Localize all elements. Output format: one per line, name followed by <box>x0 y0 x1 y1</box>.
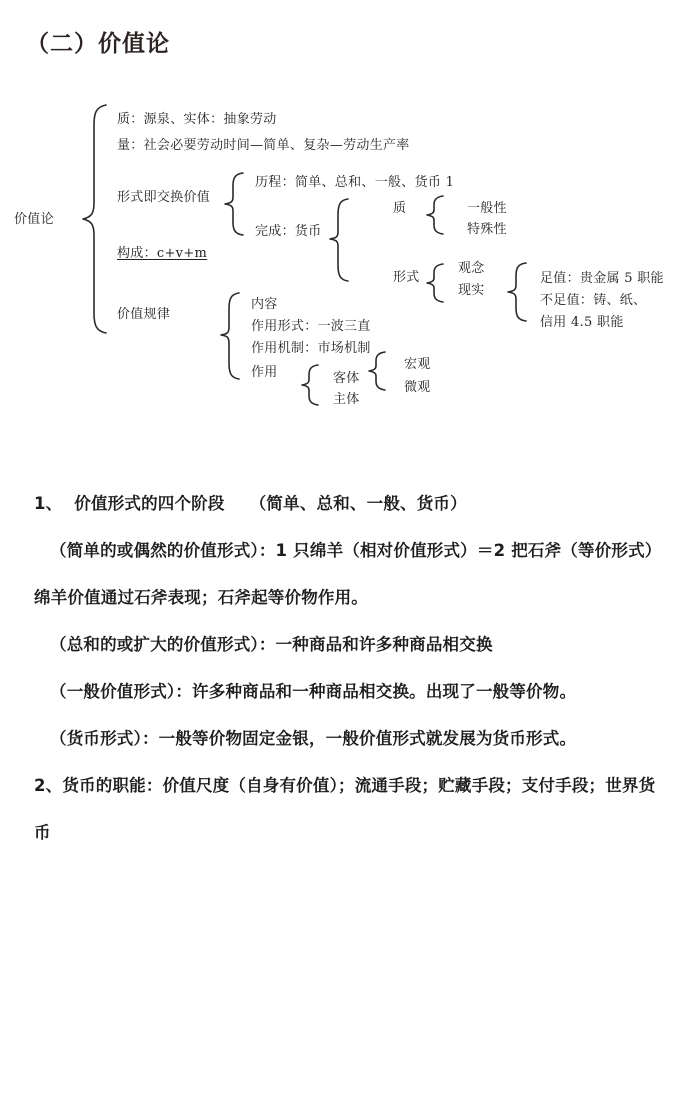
value-theory-tree-diagram <box>0 95 690 420</box>
paragraph: 1、 价值形式的四个阶段 （简单、总和、一般、货币） <box>34 494 467 513</box>
tree-node-licheng: 历程：简单、总和、一般、货币 1 <box>255 175 455 190</box>
tree-node-concept: 观念 <box>458 261 485 276</box>
brace-quality <box>424 194 446 236</box>
paragraph: （货币形式）：一般等价物固定金银，一般价值形式就发展为货币形式。 <box>50 729 577 748</box>
tree-node-action: 作用 <box>251 365 278 380</box>
brace-reality <box>505 261 529 323</box>
tree-node-form: 形式 <box>393 270 420 285</box>
brace-action <box>299 363 321 407</box>
tree-node-insufficient-value: 不足值：铸、纸、 <box>540 293 647 308</box>
brace-root <box>80 103 108 333</box>
tree-node-root: 价值论 <box>14 212 54 227</box>
tree-node-credit: 信用 4.5 职能 <box>540 315 624 330</box>
paragraph: （总和的或扩大的价值形式）：一种商品和许多种商品相交换 <box>50 635 493 654</box>
tree-node-reality: 现实 <box>458 283 485 298</box>
brace-object <box>366 350 388 392</box>
tree-node-wancheng: 完成：货币 <box>255 224 322 239</box>
tree-node-liang: 量：社会必要劳动时间—简单、复杂—劳动生产率 <box>117 138 410 153</box>
brace-form <box>424 262 446 304</box>
paragraph: 2、货币的职能：价值尺度（自身有价值）；流通手段；贮藏手段；支付手段；世界货币 <box>34 776 656 842</box>
tree-node-form-exchange-value: 形式即交换价值 <box>117 190 211 205</box>
tree-node-subject: 主体 <box>333 392 360 407</box>
tree-node-content: 内容 <box>251 297 278 312</box>
tree-node-full-value: 足值：贵金属 5 职能 <box>540 271 664 286</box>
tree-node-generality: 一般性 <box>467 201 507 216</box>
tree-node-zhi: 质：源泉、实体：抽象劳动 <box>117 112 277 127</box>
brace-value-law <box>218 291 242 381</box>
tree-node-composition: 构成：c+v+m <box>117 246 208 261</box>
paragraph: （一般价值形式）：许多种商品和一种商品相交换。出现了一般等价物。 <box>50 682 577 701</box>
tree-node-micro: 微观 <box>404 380 431 395</box>
tree-node-action-form: 作用形式：一波三直 <box>251 319 371 334</box>
paragraph: （简单的或偶然的价值形式）：1 只绵羊（相对价值形式）＝2 把石斧（等价形式） <box>50 541 662 560</box>
brace-currency <box>327 197 351 283</box>
tree-node-quality: 质 <box>393 201 407 216</box>
tree-node-object: 客体 <box>333 371 360 386</box>
body-text <box>0 480 690 856</box>
tree-node-action-mechanism: 作用机制：市场机制 <box>251 341 371 356</box>
page-title: （二）价值论 <box>26 30 170 57</box>
tree-node-particularity: 特殊性 <box>467 222 507 237</box>
brace-form-exchange-value <box>222 171 246 237</box>
tree-node-value-law: 价值规律 <box>117 307 171 322</box>
paragraph: 绵羊价值通过石斧表现；石斧起等价物作用。 <box>34 588 368 607</box>
tree-node-macro: 宏观 <box>404 357 431 372</box>
